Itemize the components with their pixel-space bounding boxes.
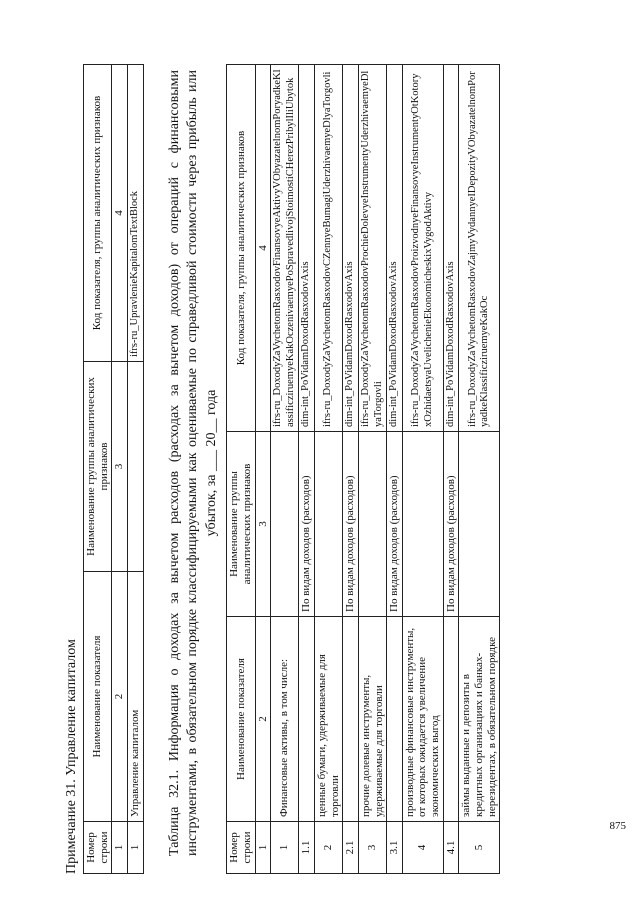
financial-instruments-table — [226, 64, 500, 874]
index-row — [112, 65, 128, 874]
row-name: производные финансовые инструменты, от которых ожидается увеличение экономических выгод — [402, 617, 443, 822]
index-cell: 1 — [112, 822, 128, 874]
table-row — [271, 65, 299, 874]
row-code: ifrs-ru_DoxodyZaVychetomRasxodovFinansovyeAktivyVObyazatelnomPoryadkeKlassificziruemyeKakOczenivaemyePoSpravedlivojStoimostiCHerezPribylIliUbytok — [271, 65, 299, 432]
row-name — [299, 617, 315, 822]
row-number: 3.1 — [387, 822, 403, 874]
row-name — [387, 617, 403, 822]
row-group: По видам доходов (расходов) — [443, 432, 459, 617]
row-number: 2 — [314, 822, 342, 874]
index-cell: 4 — [112, 65, 128, 362]
row-name: ценные бумаги, удерживаемые для торговли — [314, 617, 342, 822]
row-name: займы выданные и депозиты в кредитных организациях и банках-нерезидентах, в обязательном порядке — [459, 617, 500, 822]
row-code: dim-int_PoVidamDoxodRasxodovAxis — [343, 65, 359, 432]
row-group: По видам доходов (расходов) — [343, 432, 359, 617]
row-name: Финансовые активы, в том числе: — [271, 617, 299, 822]
table-title: Таблица 32.1. Информация о доходах за вычетом расходов (расходах за вычетом доходов) от операций с финансовыми инструментами, в обязательном порядке классифицируемыми как оцениваемые по справедливой стоимости через прибыль или убыток, за ___ 20__ года — [166, 70, 220, 856]
row-name: Управление капиталом — [127, 572, 143, 822]
index-cell: 1 — [255, 822, 271, 874]
row-number: 3 — [358, 822, 386, 874]
table-row — [387, 65, 403, 874]
index-cell: 3 — [255, 432, 271, 617]
table-row — [127, 65, 143, 874]
row-code: ifrs-ru_DoxodyZaVychetomRasxodovProchieDolevyeInstrumentyUderzhivaemyeDlyaTorgovli — [358, 65, 386, 432]
index-cell: 4 — [255, 65, 271, 432]
row-group — [271, 432, 299, 617]
row-code: ifrs-ru_UpravlenieKapitalomTextBlock — [127, 65, 143, 362]
index-row — [255, 65, 271, 874]
row-code: ifrs-ru_DoxodyZaVychetomRasxodovProizvodnyeFinansovyeInstrumentyOtKotoryxOzhidaetsyaUvelichenieEkonomicheskixVygodAktivy — [402, 65, 443, 432]
table-row — [402, 65, 443, 874]
note-title: Примечание 31. Управление капиталом — [64, 639, 79, 874]
row-name — [343, 617, 359, 822]
row-group — [402, 432, 443, 617]
col-header-number: Номер строки — [84, 822, 112, 874]
row-number: 1 — [127, 822, 143, 874]
table-row — [343, 65, 359, 874]
table-row — [358, 65, 386, 874]
row-name: прочие долевые инструменты, удерживаемые для торговли — [358, 617, 386, 822]
row-group — [459, 432, 500, 617]
row-code: ifrs-ru_DoxodyZaVychetomRasxodovZajmyVydannyeIDepozityVObyazatelnomPoryadkeKlassificziruemyeKakOc — [459, 65, 500, 432]
row-number: 4 — [402, 822, 443, 874]
row-name — [443, 617, 459, 822]
row-number: 1.1 — [299, 822, 315, 874]
row-group: По видам доходов (расходов) — [387, 432, 403, 617]
row-code: dim-int_PoVidamDoxodRasxodovAxis — [443, 65, 459, 432]
row-code: ifrs-ru_DoxodyZaVychetomRasxodovCZennyeBumagiUderzhivaemyeDlyaTorgovli — [314, 65, 342, 432]
col-header-code: Код показателя, группы аналитических признаков — [84, 65, 112, 362]
col-header-name: Наименование показателя — [227, 617, 255, 822]
index-cell: 3 — [112, 362, 128, 572]
row-number: 4.1 — [443, 822, 459, 874]
col-header-name: Наименование показателя — [84, 572, 112, 822]
row-group: По видам доходов (расходов) — [299, 432, 315, 617]
row-group — [358, 432, 386, 617]
row-number: 2.1 — [343, 822, 359, 874]
col-header-group: Наименование группы аналитических признаков — [84, 362, 112, 572]
col-header-code: Код показателя, группы аналитических признаков — [227, 65, 255, 432]
col-header-number: Номер строки — [227, 822, 255, 874]
index-cell: 2 — [112, 572, 128, 822]
table-row — [459, 65, 500, 874]
rotated-content — [60, 60, 620, 880]
table-row — [299, 65, 315, 874]
page-number: 875 — [609, 820, 626, 832]
index-cell: 2 — [255, 617, 271, 822]
row-number: 5 — [459, 822, 500, 874]
table-row — [443, 65, 459, 874]
col-header-group: Наименование группы аналитических признаков — [227, 432, 255, 617]
row-group — [127, 362, 143, 572]
header-row — [227, 65, 255, 874]
row-number: 1 — [271, 822, 299, 874]
capital-management-table — [83, 64, 144, 874]
row-code: dim-int_PoVidamDoxodRasxodovAxis — [387, 65, 403, 432]
row-code: dim-int_PoVidamDoxodRasxodovAxis — [299, 65, 315, 432]
header-row — [84, 65, 112, 874]
row-group — [314, 432, 342, 617]
table-row — [314, 65, 342, 874]
